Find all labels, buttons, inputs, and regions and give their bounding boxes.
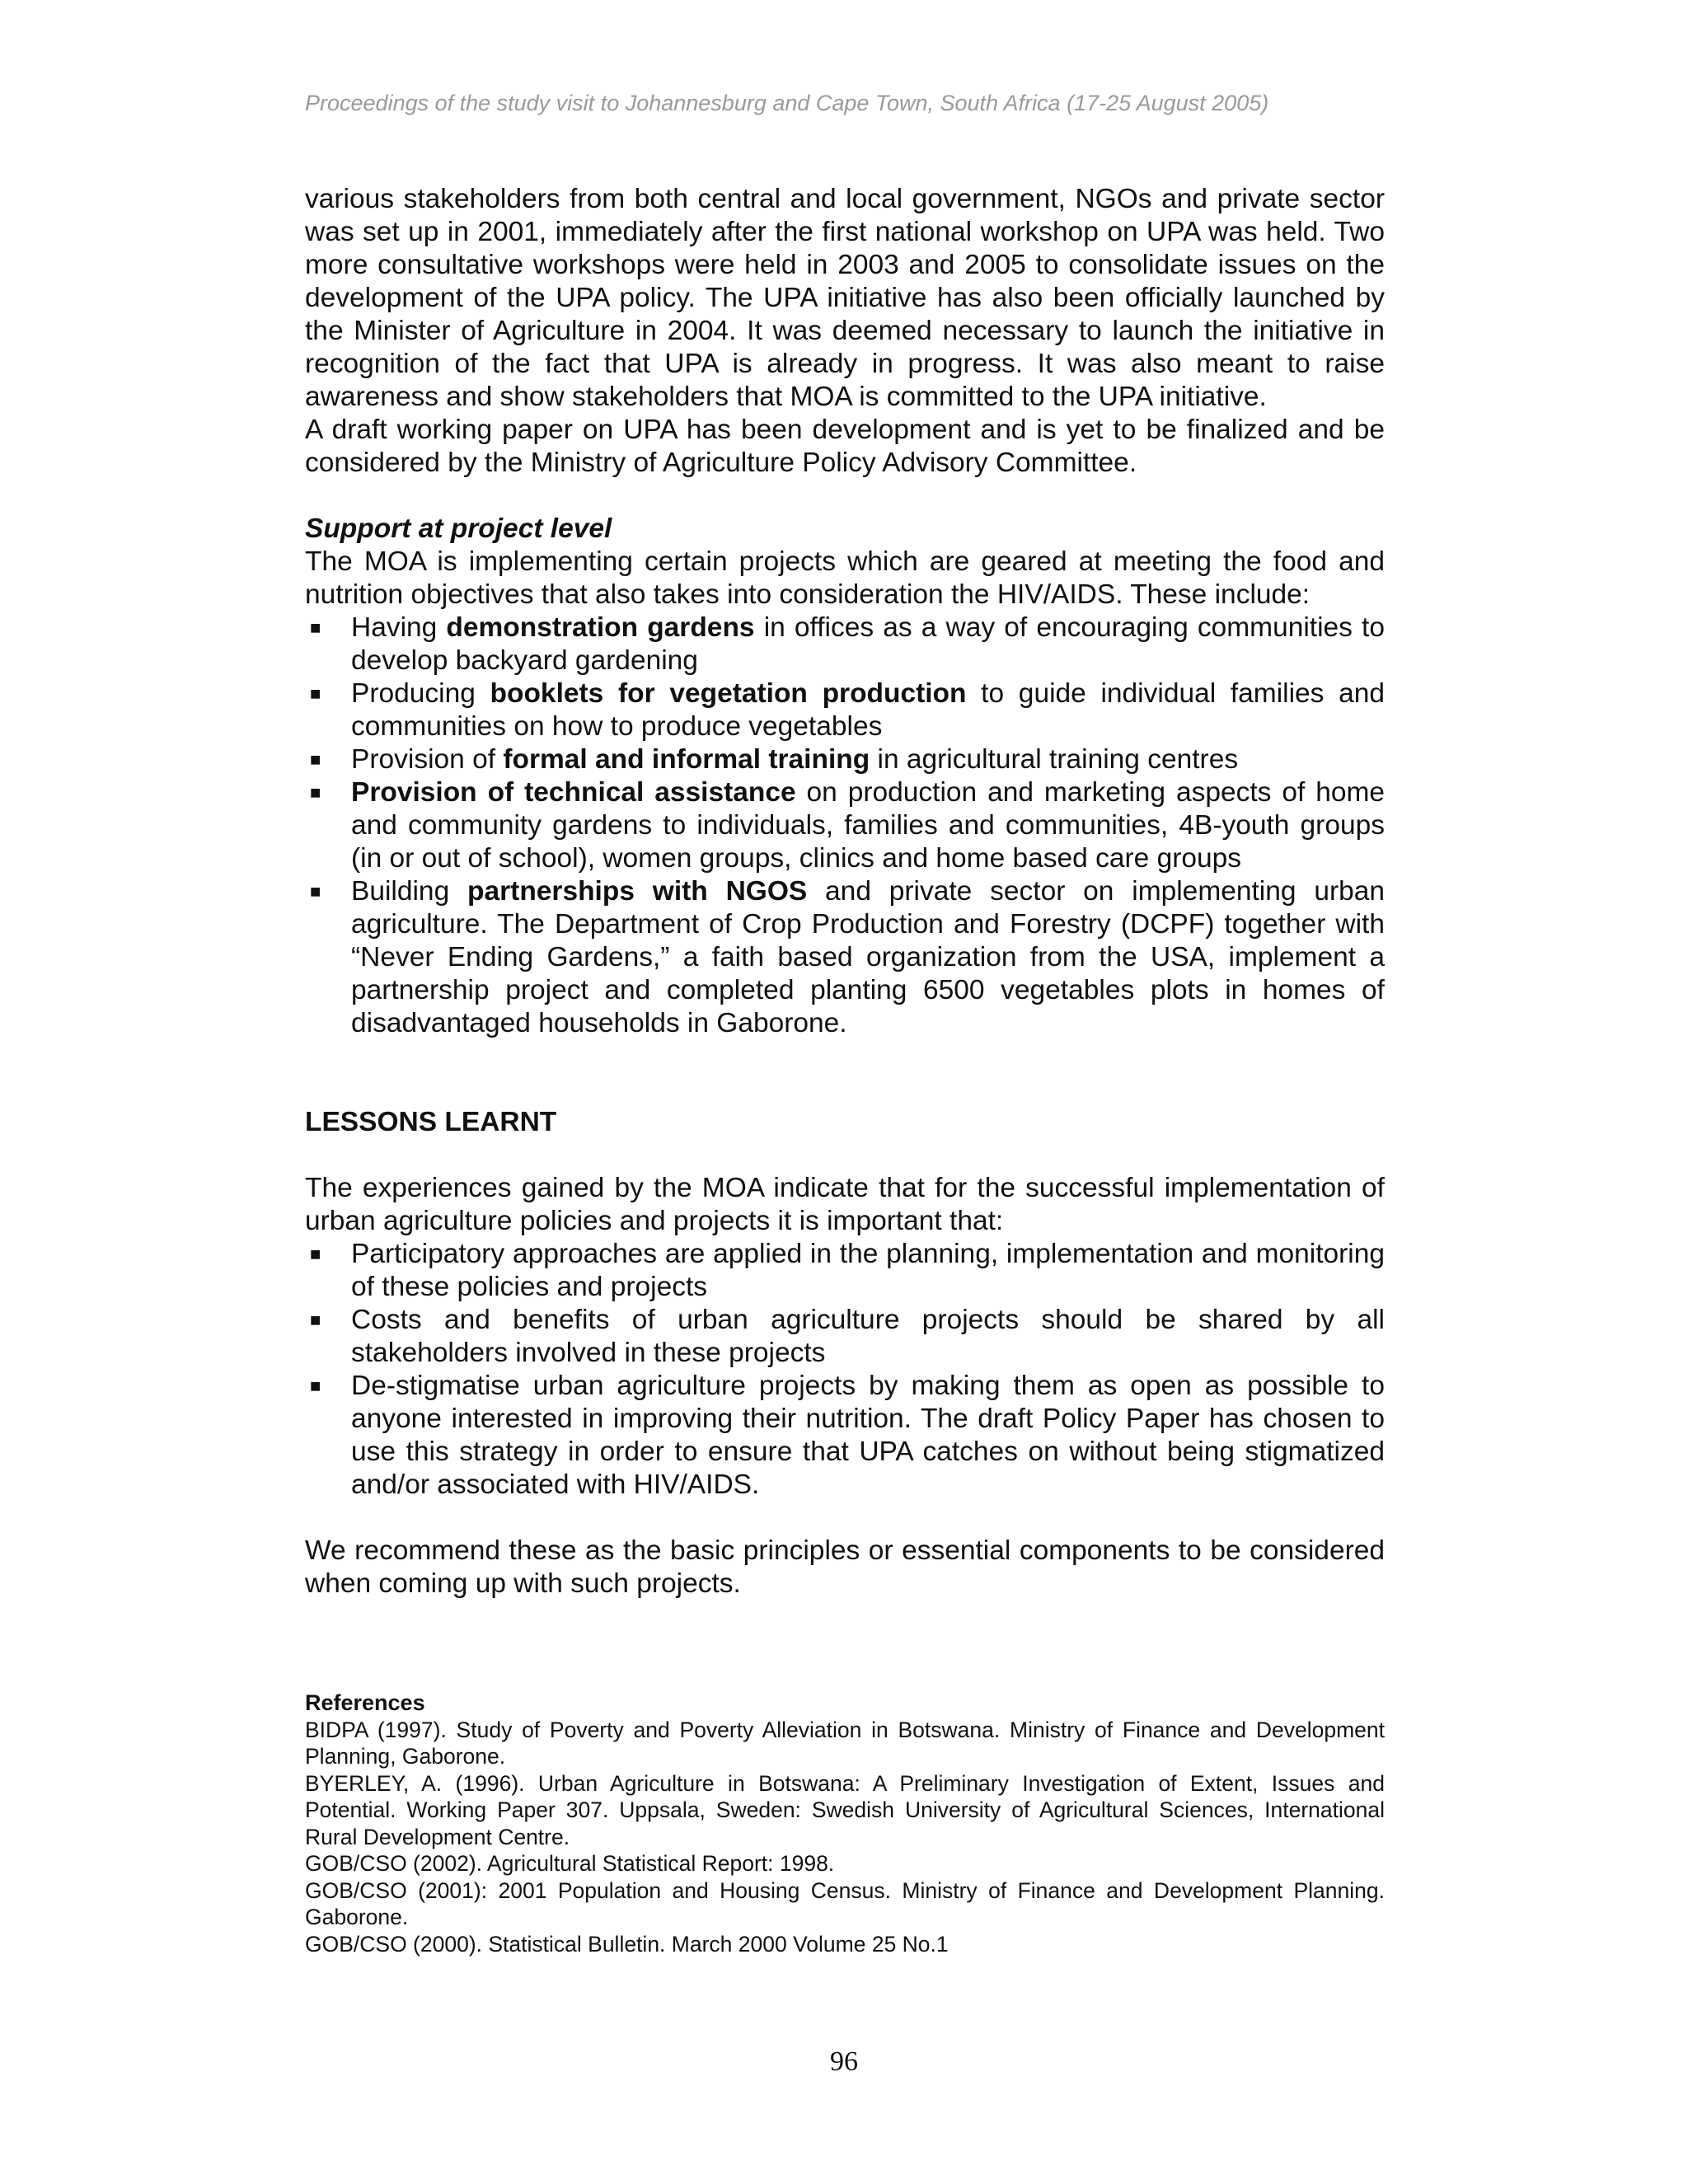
item-text-pre: Having	[351, 612, 447, 643]
lessons-list	[305, 1238, 1385, 1502]
bullet-icon: ■	[310, 1376, 321, 1396]
intro-paragraph-1: various stakeholders from both central and local government, NGOs and private sector was set up in 2001, immediately after the first national workshop on UPA was held. Two more consultative workshops were held in 2003 and 2005 to consolidate issues on the development of the UPA policy. The UPA initiative has also been officially launched by the Minister of Agriculture in 2004. It was deemed necessary to launch the initiative in recognition of the fact that UPA is already in progress. It was also meant to raise awareness and show stakeholders that MOA is committed to the UPA initiative.	[305, 184, 1385, 412]
lessons-intro: The experiences gained by the MOA indicate that for the successful implementation of urban agriculture policies and projects it is important that:	[305, 1173, 1385, 1236]
spacer	[305, 1502, 1385, 1535]
bullet-icon: ■	[310, 683, 321, 704]
bullet-icon: ■	[310, 782, 321, 803]
intro-paragraph-2: A draft working paper on UPA has been development and is yet to be finalized and be considered by the Ministry of Agriculture Policy Advisory Committee.	[305, 415, 1385, 478]
item-text-bold: booklets for vegetation production	[490, 678, 967, 709]
list-item	[305, 677, 1385, 743]
list-item	[305, 1370, 1385, 1502]
lessons-heading: LESSONS LEARNT	[305, 1107, 557, 1137]
bullet-icon: ■	[310, 1310, 321, 1330]
item-text-post: in agricultural training centres	[870, 744, 1239, 775]
spacer	[305, 1139, 1385, 1172]
main-content	[305, 183, 1385, 1601]
item-text: Participatory approaches are applied in the planning, implementation and monitoring of these policies and projects	[351, 1239, 1385, 1302]
support-intro: The MOA is implementing certain projects which are geared at meeting the food and nutrition objectives that also takes into consideration the HIV/AIDS. These include:	[305, 546, 1385, 610]
item-text-pre: Provision of	[351, 744, 504, 775]
item-text: De-stigmatise urban agriculture projects by making them as open as possible to anyone interested in improving their nutrition. The draft Policy Paper has chosen to use this strategy in order to ensure that UPA catches on without being stigmatized and/or associated with HIV/AIDS.	[351, 1371, 1385, 1500]
item-text-post: to guide individual families and communities on how to produce vegetables	[351, 678, 1385, 742]
item-text-post: and private sector on implementing urban agriculture. The Department of Crop Production and Forestry (DCPF) together with “Never Ending Gardens,” a faith based organization from the USA, implement a partnership project and completed planting 6500 vegetables plots in homes of disadvantaged households in Gaborone.	[351, 876, 1385, 1038]
references-heading: References	[305, 1690, 425, 1715]
list-item	[305, 1304, 1385, 1370]
reference-entry: BIDPA (1997). Study of Poverty and Poverty Alleviation in Botswana. Ministry of Finance and Development Planning, Gaborone.	[305, 1717, 1385, 1769]
reference-entry: BYERLEY, A. (1996). Urban Agriculture in Botswana: A Preliminary Investigation of Extent, Issues and Potential. Working Paper 307. Uppsala, Sweden: Swedish University of Agricultural Sciences, International Rural Development Centre.	[305, 1770, 1385, 1849]
item-text: Costs and benefits of urban agriculture projects should be shared by all stakeholders involved in these projects	[351, 1305, 1385, 1368]
item-text-post: in offices as a way of encouraging communities to develop backyard gardening	[351, 612, 1385, 676]
spacer	[305, 480, 1385, 513]
reference-entry: GOB/CSO (2001): 2001 Population and Housing Census. Ministry of Finance and Development Planning. Gaborone.	[305, 1877, 1385, 1929]
lessons-closing: We recommend these as the basic principles or essential components to be considered when coming up with such projects.	[305, 1535, 1385, 1599]
references-section	[305, 1690, 1385, 1957]
item-text-bold: partnerships with NGOS	[467, 876, 808, 907]
list-item	[305, 875, 1385, 1040]
list-item	[305, 743, 1385, 776]
reference-entry: GOB/CSO (2002). Agricultural Statistical Report: 1998.	[305, 1851, 835, 1876]
item-text-bold: Provision of technical assistance	[351, 777, 796, 808]
bullet-icon: ■	[310, 749, 321, 770]
item-text-bold: demonstration gardens	[446, 612, 755, 643]
support-heading: Support at project level	[305, 513, 612, 544]
item-text-bold: formal and informal training	[503, 744, 870, 775]
item-text-pre: Producing	[351, 678, 490, 709]
bullet-icon: ■	[310, 881, 321, 902]
bullet-icon: ■	[310, 617, 321, 638]
page-number: 96	[830, 2046, 858, 2077]
bullet-icon: ■	[310, 1244, 321, 1264]
support-list	[305, 612, 1385, 1040]
running-header: Proceedings of the study visit to Johannesburg and Cape Town, South Africa (17-25 August 2005)	[305, 91, 1269, 115]
list-item	[305, 776, 1385, 875]
spacer	[305, 1040, 1385, 1106]
list-item	[305, 1238, 1385, 1304]
item-text-pre: Building	[351, 876, 468, 907]
item-text-post: on production and marketing aspects of home and community gardens to individuals, families and communities, 4B-youth groups (in or out of school), women groups, clinics and home based care groups	[351, 777, 1385, 874]
list-item	[305, 612, 1385, 677]
reference-entry: GOB/CSO (2000). Statistical Bulletin. March 2000 Volume 25 No.1	[305, 1931, 949, 1957]
